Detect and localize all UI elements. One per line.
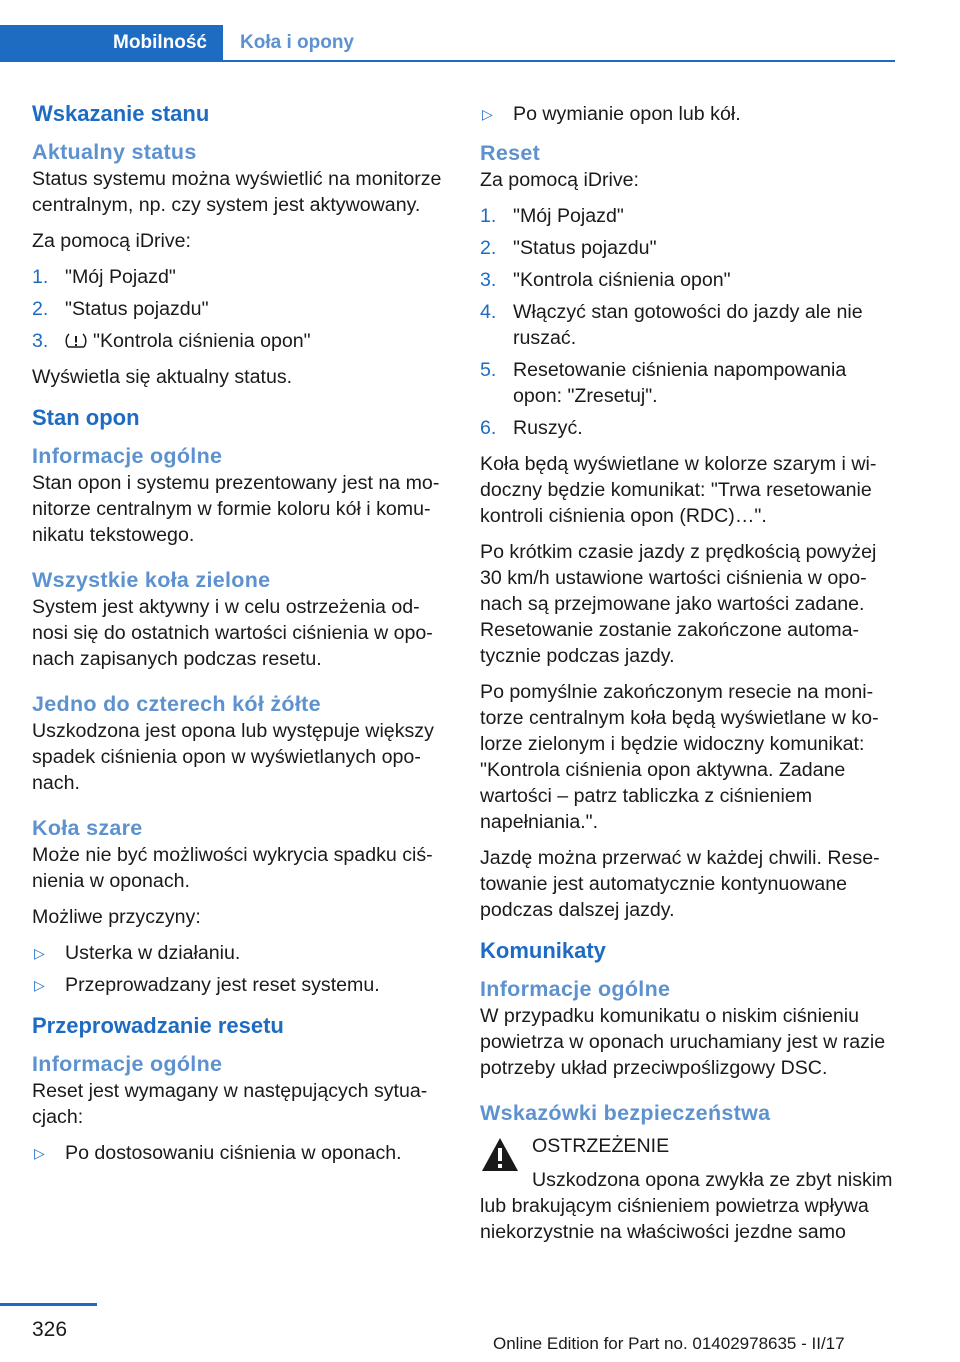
warning-text: lub brakującym ciśnieniem powietrza wpływa niekorzystnie na właściwości jezdne samo (480, 1195, 869, 1243)
list-item: 4. Włączyć stan gotowości do jazdy ale nie ruszać. (480, 301, 863, 349)
paragraph-stan: Stan opon i systemu prezentowany jest na monitorze centralnym w formie koloru kół i komunikatu tekstowego. (32, 472, 440, 546)
steps-list-reset (480, 203, 895, 441)
heading-komunikaty: Komunikaty (480, 938, 606, 963)
heading-kola-szare: Koła szare (32, 816, 143, 840)
heading-informacje-ogolne: Informacje ogólne (32, 1052, 223, 1076)
heading-informacje-ogolne: Informacje ogólne (32, 444, 223, 468)
paragraph-idrive: Za pomocą iDrive: (480, 169, 639, 191)
heading-przeprowadzanie-resetu: Przeprowadzanie resetu (32, 1013, 284, 1038)
paragraph-idrive: Za pomocą iDrive: (32, 230, 191, 252)
heading-wskazanie-stanu: Wskazanie stanu (32, 101, 210, 126)
list-item: 3. "Kontrola ciśnienia opon" (32, 330, 311, 352)
heading-informacje-ogolne: Informacje ogólne (480, 977, 671, 1001)
header-divider (0, 60, 895, 62)
steps-list-status (32, 264, 447, 354)
bullet-triangle-icon: ▷ (34, 945, 45, 961)
list-item: ▷ Usterka w działaniu. (34, 942, 241, 964)
footer-divider (0, 1303, 97, 1306)
paragraph-komunikat: W przypadku komunikatu o niskim ciśnieniu powietrza w oponach uruchamiany jest w razie potrzeby układ przeciwpoślizgowy DSC. (480, 1005, 886, 1079)
bullet-triangle-icon: ▷ (482, 106, 493, 122)
heading-stan-opon: Stan opon (32, 405, 140, 430)
paragraph-po-pomyslnie: Po pomyślnie zakończonym resecie na monitorze centralnym koła będą wyświetlane w kolorze zielonym i będzie widoczny komunikat: "Kontrola ciśnienia opon aktywna. Zadane wartości – patrz tabliczka z ciśnieniem napełniania.". (480, 681, 879, 833)
list-item: 6. Ruszyć. (480, 417, 583, 439)
header-bar (0, 0, 895, 62)
bullet-triangle-icon: ▷ (34, 977, 45, 993)
list-item: 2. "Status pojazdu" (480, 237, 657, 259)
paragraph-zolte: Uszkodzona jest opona lub występuje większy spadek ciśnienia opon w wyświetlanych oponach. (32, 720, 434, 794)
list-item: ▷ Przeprowadzany jest reset systemu. (34, 974, 380, 996)
tab-mobilnosc[interactable]: Mobilność (0, 25, 223, 61)
heading-kola-zolte: Jedno do czterech kół żółte (32, 692, 321, 716)
paragraph-szare: Może nie być możliwości wykrycia spadku ciśnienia w oponach. (32, 844, 433, 892)
paragraph-po-krotkim: Po krótkim czasie jazdy z prędkością powyżej 30 km/h ustawione wartości ciśnienia w oponach są przejmowane jako wartości zadane. Resetowanie zostanie zakończone automatycznie podczas jazdy. (480, 541, 877, 667)
paragraph-status: Status systemu można wyświetlić na monitorze centralnym, np. czy system jest aktywowany. (32, 168, 442, 216)
warning-block (480, 1133, 895, 1245)
list-item: 1. "Mój Pojazd" (480, 205, 624, 227)
tire-pressure-warning-icon (65, 332, 87, 350)
heading-kola-zielone: Wszystkie koła zielone (32, 568, 271, 592)
heading-reset: Reset (480, 141, 541, 165)
list-item: ▷ Po wymianie opon lub kół. (482, 103, 741, 125)
paragraph-zielone: System jest aktywny i w celu ostrzeżenia odnosi się do ostatnich wartości ciśnienia w oponach zapisanych podczas resetu. (32, 596, 433, 670)
edition-note: Online Edition for Part no. 01402978635 - II/17 (493, 1334, 845, 1353)
list-item: 2. "Status pojazdu" (32, 298, 209, 320)
list-item: 1. "Mój Pojazd" (32, 266, 176, 288)
warning-title: OSTRZEŻENIE (532, 1135, 670, 1157)
paragraph-jazde: Jazdę można przerwać w każdej chwili. Resetowanie jest automatycznie kontynuowane podczas dalszej jazdy. (480, 847, 880, 921)
paragraph-kola-szare: Koła będą wyświetlane w kolorze szarym i widoczny będzie komunikat: "Trwa resetowanie kontroli ciśnienia opon (RDC)…". (480, 453, 877, 527)
right-column (480, 96, 895, 1245)
list-item: 5. Resetowanie ciśnienia napompowania opon: "Zresetuj". (480, 359, 847, 407)
left-column (32, 96, 447, 1176)
paragraph-reset: Reset jest wymagany w następujących sytuacjach: (32, 1080, 428, 1128)
list-item: ▷ Po dostosowaniu ciśnienia w oponach. (34, 1142, 402, 1164)
paragraph-wyswietla: Wyświetla się aktualny status. (32, 366, 293, 388)
heading-aktualny-status: Aktualny status (32, 140, 197, 164)
warning-text-line: Uszkodzona opona zwykła ze zbyt niskim (532, 1169, 893, 1191)
bullet-list-przyczyny (32, 940, 447, 998)
bullet-list-reset (32, 1140, 447, 1166)
page-number: 326 (32, 1318, 68, 1341)
paragraph-przyczyny: Możliwe przyczyny: (32, 906, 201, 928)
bullet-triangle-icon: ▷ (34, 1145, 45, 1161)
tab-kola-i-opony[interactable]: Koła i opony (240, 32, 354, 53)
list-item: 3. "Kontrola ciśnienia opon" (480, 269, 731, 291)
warning-triangle-icon (480, 1136, 520, 1174)
heading-wskazowki: Wskazówki bezpieczeństwa (480, 1101, 771, 1125)
bullet-list-reset-cont (480, 101, 895, 127)
